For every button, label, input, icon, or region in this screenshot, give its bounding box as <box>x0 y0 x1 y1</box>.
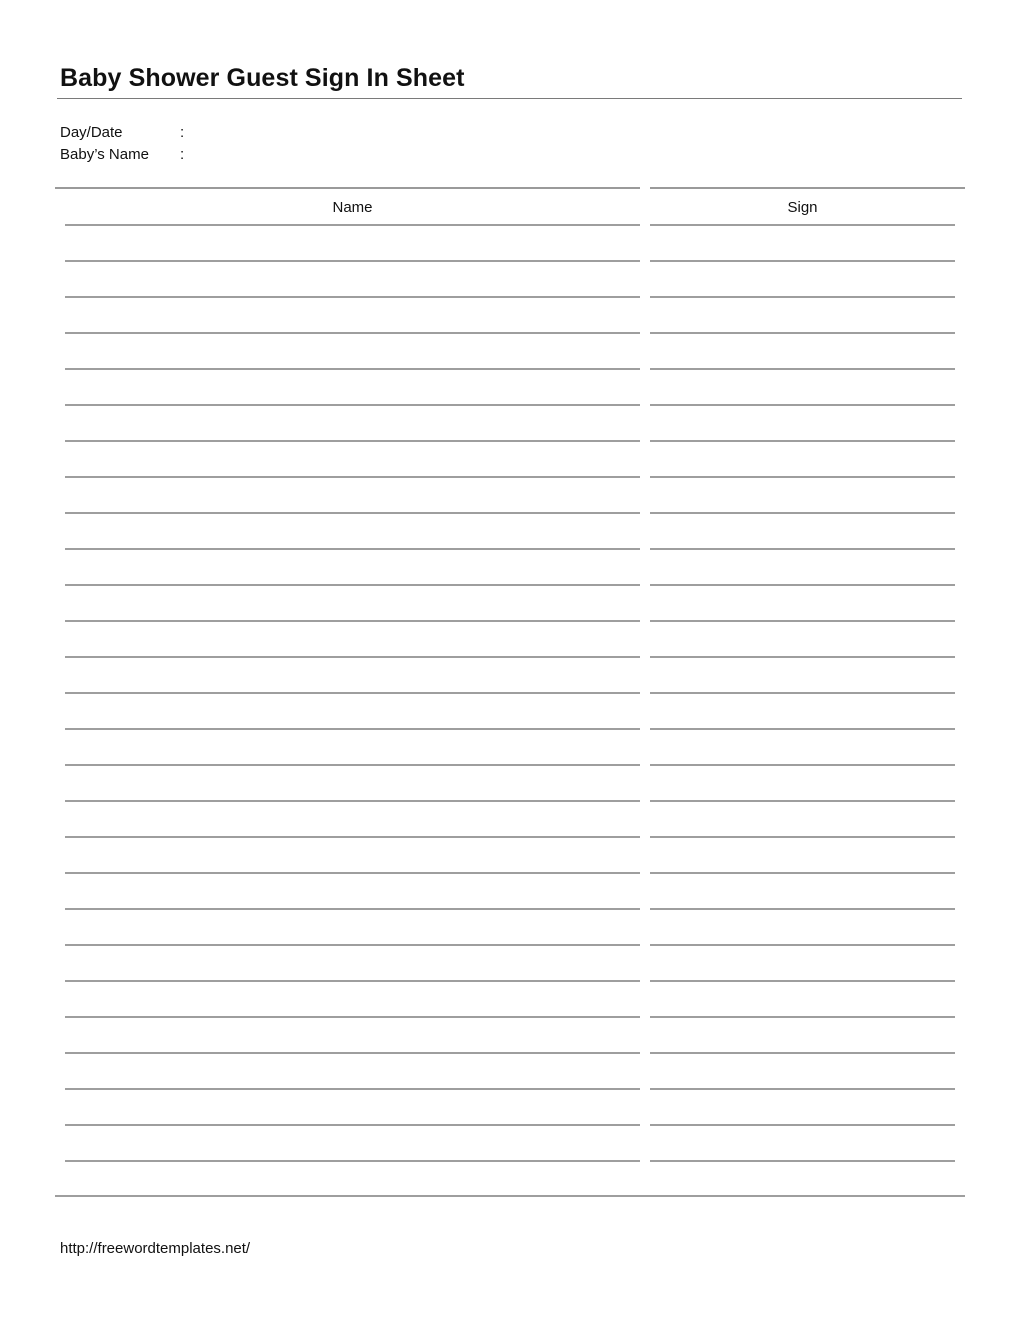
title-underline <box>57 98 962 99</box>
row-line-name <box>65 260 640 262</box>
column-gap <box>640 186 650 190</box>
row-line-sign <box>650 764 955 766</box>
row-line-sign <box>650 1124 955 1126</box>
page-title: Baby Shower Guest Sign In Sheet <box>60 64 465 92</box>
row-line-name <box>65 512 640 514</box>
row-line-sign <box>650 1052 955 1054</box>
meta-colon-babys-name: : <box>180 146 185 163</box>
row-line-name <box>65 656 640 658</box>
row-line-name <box>65 1124 640 1126</box>
header-underline-sign <box>650 224 955 226</box>
row-line-sign <box>650 800 955 802</box>
row-line-name <box>65 800 640 802</box>
row-line-name <box>65 764 640 766</box>
row-line-name <box>65 476 640 478</box>
row-line-sign <box>650 260 955 262</box>
row-line-name <box>65 368 640 370</box>
row-line-sign <box>650 440 955 442</box>
row-line-name <box>65 332 640 334</box>
row-line-name <box>65 980 640 982</box>
table-top-border <box>55 187 965 189</box>
row-line-sign <box>650 1016 955 1018</box>
meta-label-day-date: Day/Date <box>60 124 123 141</box>
row-line-name <box>65 1016 640 1018</box>
row-line-name <box>65 620 640 622</box>
row-line-sign <box>650 1160 955 1162</box>
row-line-sign <box>650 728 955 730</box>
row-line-name <box>65 908 640 910</box>
row-line-sign <box>650 512 955 514</box>
row-line-name <box>65 440 640 442</box>
row-line-name <box>65 1052 640 1054</box>
table-bottom-border <box>55 1195 965 1197</box>
row-line-sign <box>650 1088 955 1090</box>
row-line-sign <box>650 836 955 838</box>
meta-colon-day-date: : <box>180 124 185 141</box>
row-line-sign <box>650 296 955 298</box>
row-line-name <box>65 836 640 838</box>
footer-url: http://freewordtemplates.net/ <box>60 1240 251 1257</box>
row-line-sign <box>650 980 955 982</box>
row-line-sign <box>650 944 955 946</box>
column-header-name: Name <box>332 199 373 216</box>
row-line-sign <box>650 620 955 622</box>
row-line-sign <box>650 584 955 586</box>
row-line-sign <box>650 908 955 910</box>
row-line-sign <box>650 872 955 874</box>
row-line-sign <box>650 656 955 658</box>
row-line-name <box>65 1160 640 1162</box>
row-line-name <box>65 404 640 406</box>
row-line-sign <box>650 476 955 478</box>
row-line-name <box>65 692 640 694</box>
header-underline-name <box>65 224 640 226</box>
row-line-sign <box>650 368 955 370</box>
row-line-name <box>65 1088 640 1090</box>
meta-label-babys-name: Baby’s Name <box>60 146 149 163</box>
row-line-name <box>65 296 640 298</box>
column-header-sign: Sign <box>787 199 818 216</box>
row-line-sign <box>650 332 955 334</box>
row-line-sign <box>650 548 955 550</box>
row-line-sign <box>650 404 955 406</box>
row-line-name <box>65 728 640 730</box>
row-line-name <box>65 548 640 550</box>
row-line-sign <box>650 692 955 694</box>
row-line-name <box>65 872 640 874</box>
row-line-name <box>65 944 640 946</box>
row-line-name <box>65 584 640 586</box>
